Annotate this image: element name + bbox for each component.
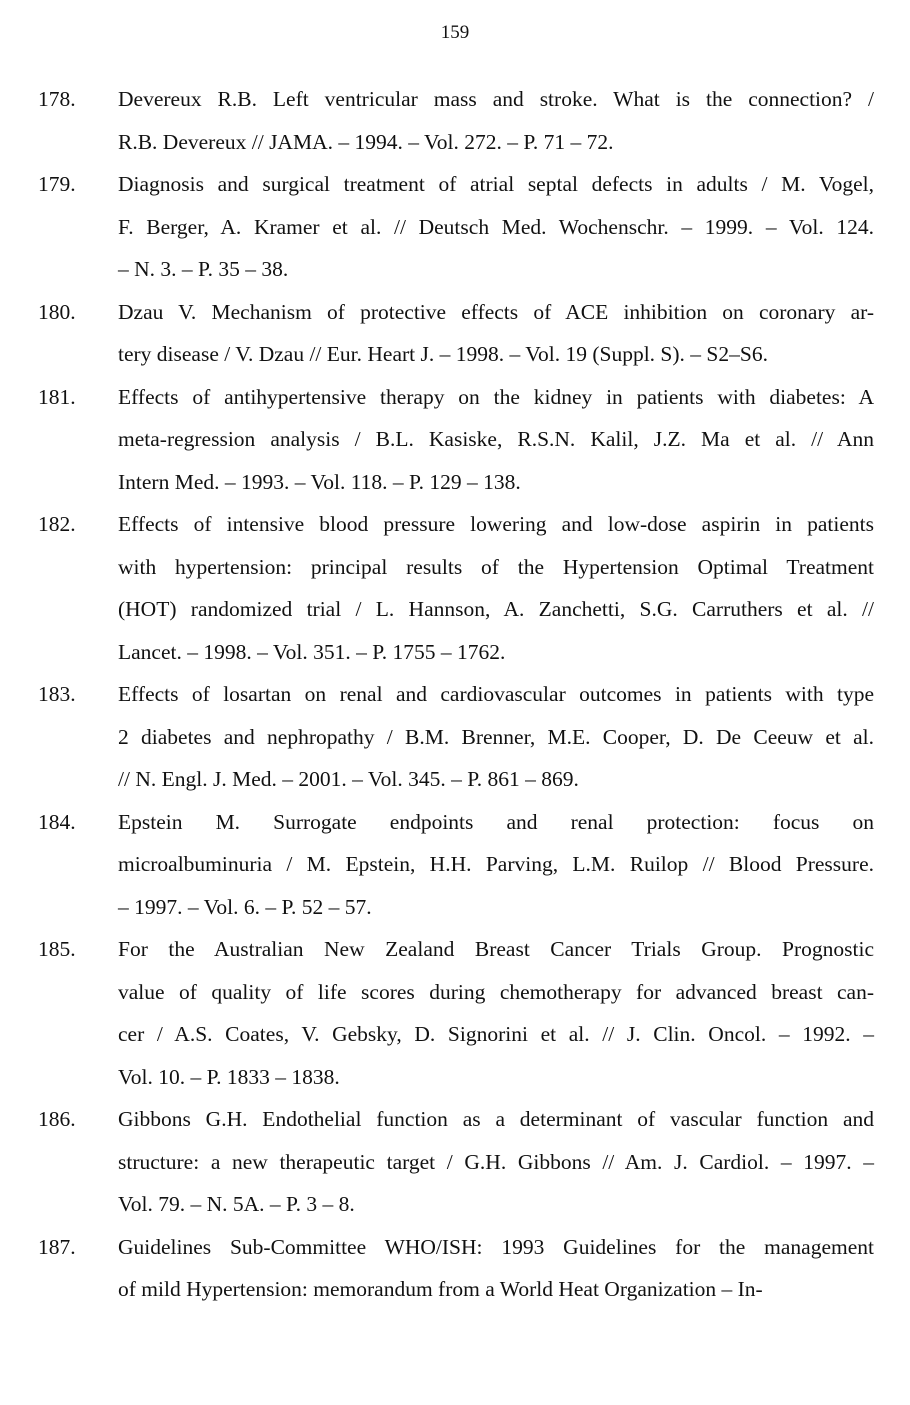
reference-text: [118, 928, 874, 1098]
reference-text: [118, 291, 874, 376]
reference-text: [118, 376, 874, 504]
reference-entry: [0, 673, 910, 801]
reference-line: – N. 3. – P. 35 – 38.: [118, 257, 289, 281]
reference-number: 182.: [38, 512, 76, 536]
reference-number: 179.: [38, 172, 76, 196]
reference-line: microalbuminuria / M. Epstein, H.H. Parving, L.M. Ruilop // Blood Pressure.: [118, 852, 874, 876]
reference-line: 2 diabetes and nephropathy / B.M. Brenner, M.E. Cooper, D. De Ceeuw et al.: [118, 724, 874, 749]
reference-text: [118, 163, 874, 291]
reference-list: [0, 78, 910, 1311]
reference-line: For the Australian New Zealand Breast Cancer Trials Group. Prognostic: [118, 937, 874, 961]
reference-line: Epstein M. Surrogate endpoints and renal protection: focus on: [118, 809, 874, 834]
reference-line: cer / A.S. Coates, V. Gebsky, D. Signorini et al. // J. Clin. Oncol. – 1992. –: [118, 1022, 874, 1046]
reference-number: 186.: [38, 1107, 76, 1131]
reference-number: 187.: [38, 1234, 76, 1259]
reference-entry: [0, 928, 910, 1098]
reference-text: [118, 801, 874, 929]
reference-text: [118, 78, 874, 163]
reference-line: Dzau V. Mechanism of protective effects of ACE inhibition on coronary ar-: [118, 299, 874, 324]
reference-entry: [0, 291, 910, 376]
reference-number: 184.: [38, 809, 76, 834]
reference-line: Intern Med. – 1993. – Vol. 118. – P. 129 – 138.: [118, 469, 521, 494]
reference-entry: [0, 503, 910, 673]
reference-line: Effects of losartan on renal and cardiovascular outcomes in patients with type: [118, 682, 874, 706]
reference-entry: [0, 801, 910, 929]
reference-number: 185.: [38, 937, 76, 961]
reference-line: meta-regression analysis / B.L. Kasiske, R.S.N. Kalil, J.Z. Ma et al. // Ann: [118, 427, 874, 451]
reference-line: (HOT) randomized trial / L. Hannson, A. Zanchetti, S.G. Carruthers et al. //: [118, 597, 874, 621]
reference-line: of mild Hypertension: memorandum from a World Heat Organization – In-: [118, 1277, 763, 1301]
reference-line: value of quality of life scores during chemotherapy for advanced breast can-: [118, 979, 874, 1004]
reference-line: Guidelines Sub-Committee WHO/ISH: 1993 Guidelines for the management: [118, 1234, 874, 1259]
reference-line: Diagnosis and surgical treatment of atrial septal defects in adults / M. Vogel,: [118, 172, 874, 196]
reference-entry: [0, 163, 910, 291]
reference-text: [118, 673, 874, 801]
reference-line: Effects of antihypertensive therapy on the kidney in patients with diabetes: A: [118, 384, 874, 409]
reference-line: Vol. 10. – P. 1833 – 1838.: [118, 1064, 340, 1089]
reference-line: Devereux R.B. Left ventricular mass and stroke. What is the connection? /: [118, 87, 874, 111]
reference-entry: [0, 1226, 910, 1311]
reference-entry: [0, 1098, 910, 1226]
reference-text: [118, 1098, 874, 1226]
reference-line: Lancet. – 1998. – Vol. 351. – P. 1755 – 1762.: [118, 639, 506, 664]
reference-line: Gibbons G.H. Endothelial function as a determinant of vascular function and: [118, 1107, 874, 1131]
reference-entry: [0, 78, 910, 163]
reference-text: [118, 1226, 874, 1311]
reference-line: F. Berger, A. Kramer et al. // Deutsch Med. Wochenschr. – 1999. – Vol. 124.: [118, 214, 874, 239]
reference-number: 181.: [38, 384, 76, 409]
reference-number: 183.: [38, 682, 76, 706]
reference-line: Vol. 79. – N. 5A. – P. 3 – 8.: [118, 1192, 355, 1216]
reference-entry: [0, 376, 910, 504]
reference-number: 178.: [38, 87, 76, 111]
reference-number: 180.: [38, 299, 76, 324]
reference-line: structure: a new therapeutic target / G.H. Gibbons // Am. J. Cardiol. – 1997. –: [118, 1149, 874, 1174]
reference-line: tery disease / V. Dzau // Eur. Heart J. – 1998. – Vol. 19 (Suppl. S). – S2–S6.: [118, 342, 768, 366]
reference-line: R.B. Devereux // JAMA. – 1994. – Vol. 272. – P. 71 – 72.: [118, 129, 614, 154]
reference-line: with hypertension: principal results of the Hypertension Optimal Treatment: [118, 554, 874, 579]
reference-text: [118, 503, 874, 673]
page-number: 159: [440, 22, 470, 43]
reference-line: Effects of intensive blood pressure lowering and low-dose aspirin in patients: [118, 512, 874, 536]
reference-line: // N. Engl. J. Med. – 2001. – Vol. 345. – P. 861 – 869.: [118, 767, 579, 791]
reference-line: – 1997. – Vol. 6. – P. 52 – 57.: [118, 894, 372, 919]
